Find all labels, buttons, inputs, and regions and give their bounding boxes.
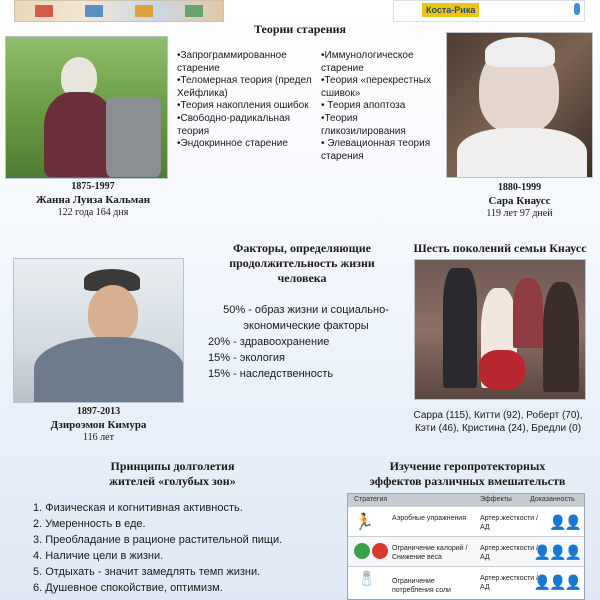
person-name: Дзироэмон Кимура [50,419,147,431]
effect-cell: Артер.жесткости / АД [480,545,539,561]
principle-item: 4. Наличие цели в жизни. [33,550,164,562]
family-caption [400,409,596,435]
theory-item: •Запрограммированное старение [177,50,287,74]
person-name: Сара Кнаусс [488,195,551,207]
family-caption-line: Сарра (115), Китти (92), Роберт (70), [413,410,583,421]
strategy-cell: Аэробные упражнения [392,515,467,522]
principles-list [33,500,333,596]
running-icon: 🏃 [354,512,374,531]
top-right-thumbnail [393,0,585,22]
principle-item: 1. Физическая и когнитивная активность. [33,502,243,514]
person-age: 122 года 164 дня [57,207,129,218]
family-caption-line: Кэти (46), Кристина (24), Бредли (0) [414,423,582,434]
factor-item: 15% - экология [208,352,285,364]
food-icon [354,543,370,559]
people-icon: 👤👤👤 [533,545,580,561]
study-title-line: эффектов различных вмешательств [369,474,566,488]
salt-icon: 🧂 [358,571,376,587]
theory-item: •Теория гликозилирования [321,112,406,137]
top-left-thumbnail [14,0,224,22]
theories-list-left [177,50,317,151]
caption-person-2 [446,182,593,220]
theory-item: •Эндокринное старение [177,138,288,150]
theory-item: •Иммунологическое старение [321,50,414,74]
caption-person-1 [5,181,181,219]
theory-item: • Элевационная теория старения [321,138,431,162]
effect-cell: Артер.жесткости / АД [480,575,539,591]
principle-item: 2. Умеренность в еде. [33,518,146,530]
family-title: Шесть поколений семьи Кнаусс [413,241,587,255]
table-row [348,536,585,566]
theory-item: •Теория накопления ошибок [177,100,309,112]
factor-item: 50% - образ жизни и социально-экономические факторы [223,304,389,332]
theory-item: •Теломерная теория (предел Хейфлика) [177,75,312,99]
table-row [348,566,585,596]
theories-list-right [321,50,439,163]
study-title [345,459,590,489]
principles-title-line: жителей «голубых зон» [109,474,236,488]
interventions-table [347,493,585,600]
table-header-cell: Доказанность [530,496,575,503]
factor-item: 15% - наследственность [208,368,334,380]
restriction-icon [372,543,388,559]
principle-item: 5. Отдыхать - значит замедлять темп жизни. [33,566,261,578]
photo-sarah-knauss [446,32,593,178]
photo-jiroemon-kimura [13,258,184,403]
table-header [348,494,585,506]
principles-title-line: Принципы долголетия [110,459,235,473]
principle-item: 3. Преобладание в рационе растительной пищи. [33,534,283,546]
effect-cell: Артер.жесткости / АД [480,515,539,531]
person-age: 116 лет [83,432,114,443]
table-header-cell: Эффекты [480,496,512,503]
factors-title: Факторы, определяющие продолжительность жизни человека [229,241,375,285]
map-badge: Коста-Рика [422,3,479,17]
theories-title: Теории старения [253,22,347,36]
people-icon: 👤👤👤 [533,575,580,591]
table-header-cell: Стратегия [354,496,388,503]
table-row [348,506,585,536]
person-age: 119 лет 97 дней [486,208,553,219]
theory-item: • Теория апоптоза [321,100,406,112]
people-icon: 👤👤 [549,515,580,531]
strategy-cell: Ограничение потребления соли [392,578,451,594]
caption-person-3 [13,406,184,444]
strategy-cell: Ограничение калорий / Снижение веса [392,545,468,561]
factor-item: 20% - здравоохранение [208,336,330,348]
theory-item: •Свободно-радикальная теория [177,112,291,137]
person-dates: 1875-1997 [71,181,115,192]
photo-knauss-family [414,259,586,400]
photo-jeanne-calment [5,36,168,179]
principle-item: 6. Душевное спокойствие, оптимизм. [33,582,223,594]
person-name: Жанна Луиза Кальман [35,194,151,206]
person-dates: 1897-2013 [76,406,121,417]
map-pin-icon [574,3,580,15]
factors-list [208,302,404,382]
principles-title [85,459,260,489]
study-title-line: Изучение геропротекторных [389,459,546,473]
person-dates: 1880-1999 [497,182,542,193]
theory-item: •Теория «перекрестных сшивок» [321,75,431,99]
